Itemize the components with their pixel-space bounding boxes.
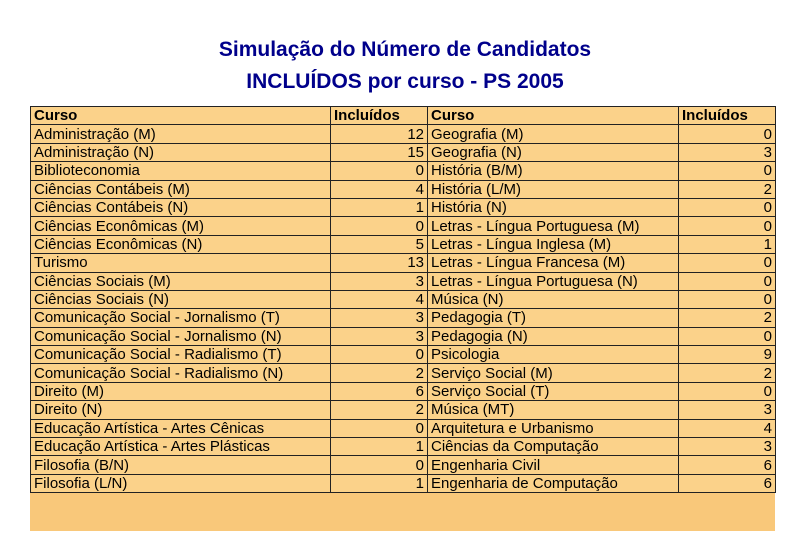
count-left-cell: 1 xyxy=(331,198,428,216)
count-left-cell: 0 xyxy=(331,419,428,437)
count-right-cell: 0 xyxy=(679,217,776,235)
course-left-cell: Educação Artística - Artes Cênicas xyxy=(31,419,331,437)
count-left-cell: 13 xyxy=(331,254,428,272)
table-row xyxy=(31,162,776,180)
course-left-cell: Ciências Sociais (M) xyxy=(31,272,331,290)
table-container xyxy=(30,106,775,531)
course-left-cell: Biblioteconomia xyxy=(31,162,331,180)
course-left-cell: Direito (N) xyxy=(31,401,331,419)
course-right-cell: História (L/M) xyxy=(428,180,679,198)
page-subtitle: INCLUÍDOS por curso - PS 2005 xyxy=(246,70,564,93)
table-row xyxy=(31,198,776,216)
count-left-cell: 3 xyxy=(331,327,428,345)
count-left-cell: 1 xyxy=(331,474,428,492)
header-curso-right: Curso xyxy=(428,107,679,125)
count-right-cell: 6 xyxy=(679,456,776,474)
count-right-cell: 4 xyxy=(679,419,776,437)
course-left-cell: Ciências Contábeis (M) xyxy=(31,180,331,198)
count-left-cell: 0 xyxy=(331,162,428,180)
course-left-cell: Filosofia (L/N) xyxy=(31,474,331,492)
count-right-cell: 0 xyxy=(679,382,776,400)
header-curso-left: Curso xyxy=(31,107,331,125)
count-left-cell: 2 xyxy=(331,401,428,419)
count-left-cell: 5 xyxy=(331,235,428,253)
table-row xyxy=(31,456,776,474)
count-right-cell: 2 xyxy=(679,364,776,382)
table-row xyxy=(31,143,776,161)
course-right-cell: Letras - Língua Portuguesa (M) xyxy=(428,217,679,235)
course-left-cell: Administração (N) xyxy=(31,143,331,161)
course-left-cell: Filosofia (B/N) xyxy=(31,456,331,474)
count-right-cell: 3 xyxy=(679,401,776,419)
count-right-cell: 3 xyxy=(679,143,776,161)
table-row xyxy=(31,254,776,272)
table-row xyxy=(31,419,776,437)
course-left-cell: Comunicação Social - Radialismo (N) xyxy=(31,364,331,382)
course-right-cell: Música (N) xyxy=(428,290,679,308)
course-right-cell: História (N) xyxy=(428,198,679,216)
course-right-cell: Psicologia xyxy=(428,346,679,364)
table-header-row xyxy=(31,107,776,125)
course-right-cell: Engenharia Civil xyxy=(428,456,679,474)
count-left-cell: 0 xyxy=(331,217,428,235)
count-right-cell: 0 xyxy=(679,162,776,180)
header-incluidos-right: Incluídos xyxy=(679,107,776,125)
course-right-cell: História (B/M) xyxy=(428,162,679,180)
course-right-cell: Pedagogia (T) xyxy=(428,309,679,327)
table-row xyxy=(31,217,776,235)
course-left-cell: Comunicação Social - Jornalismo (N) xyxy=(31,327,331,345)
count-left-cell: 0 xyxy=(331,346,428,364)
table-row xyxy=(31,272,776,290)
table-row xyxy=(31,474,776,492)
count-left-cell: 3 xyxy=(331,272,428,290)
course-right-cell: Geografia (M) xyxy=(428,125,679,143)
course-right-cell: Letras - Língua Inglesa (M) xyxy=(428,235,679,253)
course-left-cell: Educação Artística - Artes Plásticas xyxy=(31,438,331,456)
count-right-cell: 0 xyxy=(679,125,776,143)
course-right-cell: Geografia (N) xyxy=(428,143,679,161)
table-row xyxy=(31,401,776,419)
course-right-cell: Pedagogia (N) xyxy=(428,327,679,345)
table-row xyxy=(31,346,776,364)
table-row xyxy=(31,438,776,456)
count-left-cell: 4 xyxy=(331,290,428,308)
count-left-cell: 15 xyxy=(331,143,428,161)
count-right-cell: 2 xyxy=(679,309,776,327)
candidates-table xyxy=(30,106,776,493)
course-left-cell: Ciências Econômicas (M) xyxy=(31,217,331,235)
count-right-cell: 0 xyxy=(679,254,776,272)
count-left-cell: 12 xyxy=(331,125,428,143)
count-right-cell: 0 xyxy=(679,272,776,290)
course-left-cell: Direito (M) xyxy=(31,382,331,400)
count-right-cell: 1 xyxy=(679,235,776,253)
header-incluidos-left: Incluídos xyxy=(331,107,428,125)
course-right-cell: Serviço Social (T) xyxy=(428,382,679,400)
course-left-cell: Ciências Sociais (N) xyxy=(31,290,331,308)
course-left-cell: Ciências Econômicas (N) xyxy=(31,235,331,253)
course-right-cell: Letras - Língua Francesa (M) xyxy=(428,254,679,272)
course-left-cell: Comunicação Social - Radialismo (T) xyxy=(31,346,331,364)
count-left-cell: 2 xyxy=(331,364,428,382)
course-right-cell: Serviço Social (M) xyxy=(428,364,679,382)
table-row xyxy=(31,382,776,400)
course-left-cell: Administração (M) xyxy=(31,125,331,143)
count-left-cell: 4 xyxy=(331,180,428,198)
table-row xyxy=(31,327,776,345)
table-row xyxy=(31,309,776,327)
table-row xyxy=(31,290,776,308)
course-right-cell: Música (MT) xyxy=(428,401,679,419)
course-right-cell: Arquitetura e Urbanismo xyxy=(428,419,679,437)
page-title: Simulação do Número de Candidatos xyxy=(218,38,592,61)
table-row xyxy=(31,235,776,253)
course-left-cell: Turismo xyxy=(31,254,331,272)
table-row xyxy=(31,125,776,143)
course-right-cell: Letras - Língua Portuguesa (N) xyxy=(428,272,679,290)
count-left-cell: 1 xyxy=(331,438,428,456)
count-right-cell: 9 xyxy=(679,346,776,364)
count-left-cell: 6 xyxy=(331,382,428,400)
course-left-cell: Ciências Contábeis (N) xyxy=(31,198,331,216)
count-right-cell: 6 xyxy=(679,474,776,492)
count-right-cell: 0 xyxy=(679,198,776,216)
table-row xyxy=(31,180,776,198)
count-right-cell: 0 xyxy=(679,290,776,308)
course-left-cell: Comunicação Social - Jornalismo (T) xyxy=(31,309,331,327)
count-right-cell: 0 xyxy=(679,327,776,345)
count-left-cell: 0 xyxy=(331,456,428,474)
course-right-cell: Ciências da Computação xyxy=(428,438,679,456)
count-right-cell: 3 xyxy=(679,438,776,456)
count-left-cell: 3 xyxy=(331,309,428,327)
course-right-cell: Engenharia de Computação xyxy=(428,474,679,492)
count-right-cell: 2 xyxy=(679,180,776,198)
table-row xyxy=(31,364,776,382)
